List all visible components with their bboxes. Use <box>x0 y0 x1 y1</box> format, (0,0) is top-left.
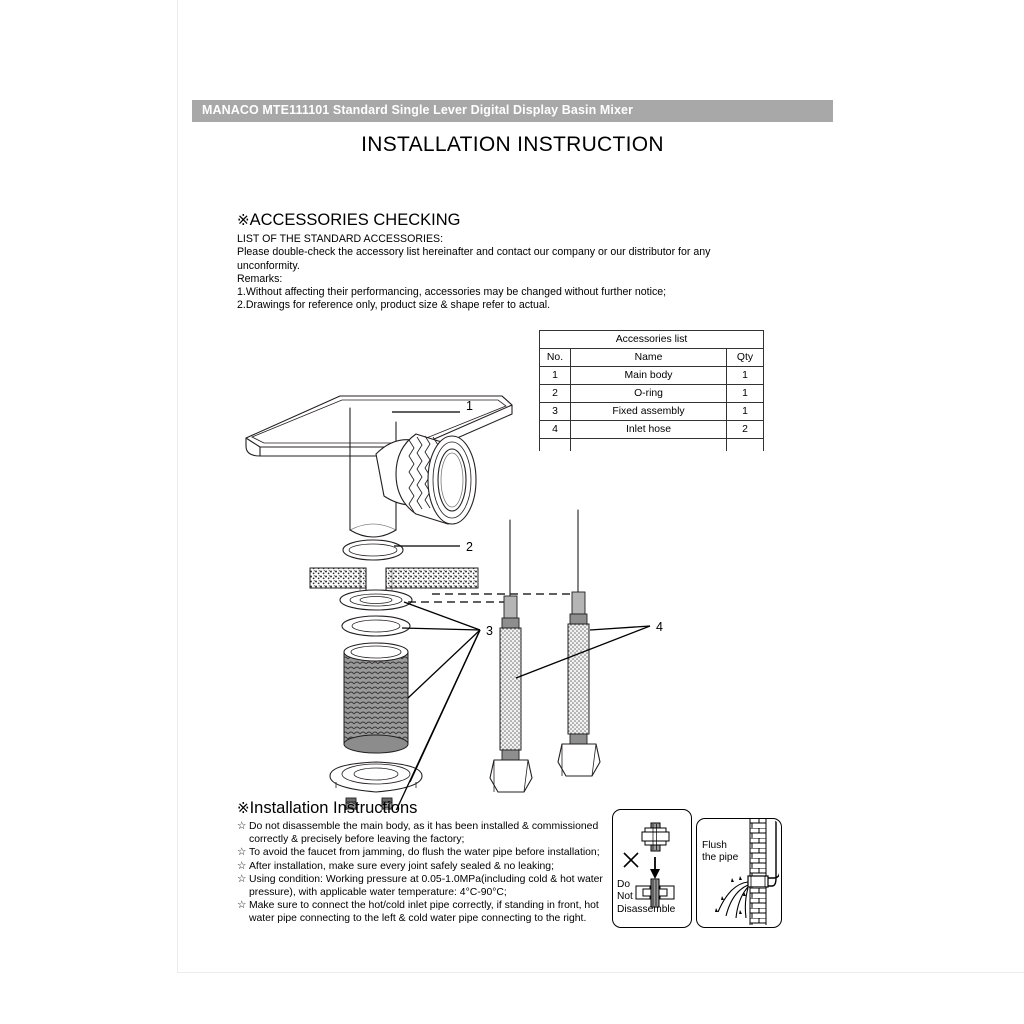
mounting-base-plate <box>330 762 422 792</box>
instruction-line-1: Make sure to connect the hot/cold inlet pipe correctly, if standing in front, hot <box>249 900 599 912</box>
digital-display-handle <box>376 434 476 524</box>
o-ring-part <box>343 540 403 560</box>
caption-line-3: Disassemble <box>617 903 676 915</box>
star-bullet-icon: ☆ <box>237 872 247 885</box>
callout-label-2: 2 <box>466 540 473 554</box>
list-item <box>237 899 607 925</box>
cell-no: 4 <box>540 421 571 439</box>
list-item <box>237 846 607 859</box>
accessories-line-1: LIST OF THE STANDARD ACCESSORIES: <box>237 233 444 245</box>
accessories-table-caption: Accessories list <box>540 331 764 349</box>
flush-pipe-caption <box>702 840 752 865</box>
cell-no: 1 <box>540 367 571 385</box>
cell-qty: 1 <box>727 385 764 403</box>
caption-line-1: Do <box>617 879 631 890</box>
star-bullet-icon: ☆ <box>237 899 247 912</box>
instructions-heading-label: Installation Instructions <box>249 799 418 817</box>
product-header-bar <box>192 100 833 122</box>
accessories-line-3: Remarks: <box>237 272 283 285</box>
instructions-section-heading <box>237 799 417 818</box>
instructions-list <box>237 820 607 926</box>
cell-name: Inlet hose <box>571 421 727 439</box>
accessories-description <box>237 233 757 313</box>
caption-line-2: the pipe <box>702 852 739 864</box>
cross-icon <box>624 853 638 867</box>
section-mark-icon: ※ <box>237 212 250 229</box>
cartridge-assembled-icon <box>642 823 669 851</box>
hose-route-dashed-left <box>408 598 510 602</box>
instruction-line-1: To avoid the faucet from jamming, do flush the water pipe before installation; <box>249 847 600 859</box>
accessories-line-5: 2.Drawings for reference only, product size & shape refer to actual. <box>237 299 551 312</box>
do-not-disassemble-caption <box>617 879 687 916</box>
cell-no: 3 <box>540 403 571 421</box>
instruction-line-1: After installation, make sure every joint safely sealed & no leaking; <box>249 860 554 872</box>
list-item <box>237 820 607 846</box>
inlet-hose-left <box>490 520 532 792</box>
accessories-section-heading <box>237 211 460 230</box>
column-header-name: Name <box>571 349 727 367</box>
cell-no: 2 <box>540 385 571 403</box>
column-header-qty: Qty <box>727 349 764 367</box>
cell-name: Fixed assembly <box>571 403 727 421</box>
cell-name: Main body <box>571 367 727 385</box>
cell-qty: 1 <box>727 403 764 421</box>
callout-label-3: 3 <box>486 624 493 638</box>
arrow-head-icon <box>650 869 660 879</box>
threaded-mounting-shank <box>344 643 408 753</box>
instruction-line-1: Using condition: Working pressure at 0.05-1.0MPa(including cold & hot water <box>249 873 603 885</box>
instruction-line-1: Do not disassemble the main body, as it has been installed & commissioned <box>249 821 599 832</box>
caption-line-2: Not <box>617 891 633 903</box>
section-mark-icon: ※ <box>237 800 250 817</box>
list-item <box>237 860 607 873</box>
instruction-line-2: water pipe connecting to the left & cold water pipe connecting to the right. <box>249 913 587 925</box>
star-bullet-icon: ☆ <box>237 846 247 859</box>
inlet-hose-right <box>558 510 600 776</box>
caption-line-1: Flush <box>702 840 727 851</box>
product-header-text: MANACO MTE111101 Standard Single Lever Digital Display Basin Mixer <box>202 103 634 117</box>
star-bullet-icon: ☆ <box>237 820 247 832</box>
cell-qty: 2 <box>727 421 764 439</box>
page-left-edge <box>177 0 178 973</box>
washer-lower <box>342 616 410 636</box>
cell-name: O-ring <box>571 385 727 403</box>
callout-label-1: 1 <box>466 399 473 413</box>
list-item <box>237 873 607 899</box>
washer-upper <box>340 590 412 610</box>
page-title: INSTALLATION INSTRUCTION <box>361 133 664 156</box>
page-bottom-edge <box>177 972 1024 973</box>
callout-label-4: 4 <box>656 620 663 634</box>
accessories-line-4: 1.Without affecting their performancing, accessories may be changed without further notice; <box>237 286 667 299</box>
instruction-line-2: correctly & precisely before leaving the factory; <box>249 834 465 846</box>
star-bullet-icon: ☆ <box>237 859 247 872</box>
flush-pipe-illustration <box>696 818 780 926</box>
accessories-line-2: Please double-check the accessory list hereinafter and contact our company or our distributor for any unconformity. <box>237 246 714 272</box>
accessories-heading-label: ACCESSORIES CHECKING <box>249 211 461 229</box>
cell-qty: 1 <box>727 367 764 385</box>
exploded-assembly-diagram <box>180 330 840 810</box>
instruction-line-2: pressure), with applicable water temperature: 4°C-90°C; <box>249 887 507 899</box>
column-header-no: No. <box>540 349 571 367</box>
